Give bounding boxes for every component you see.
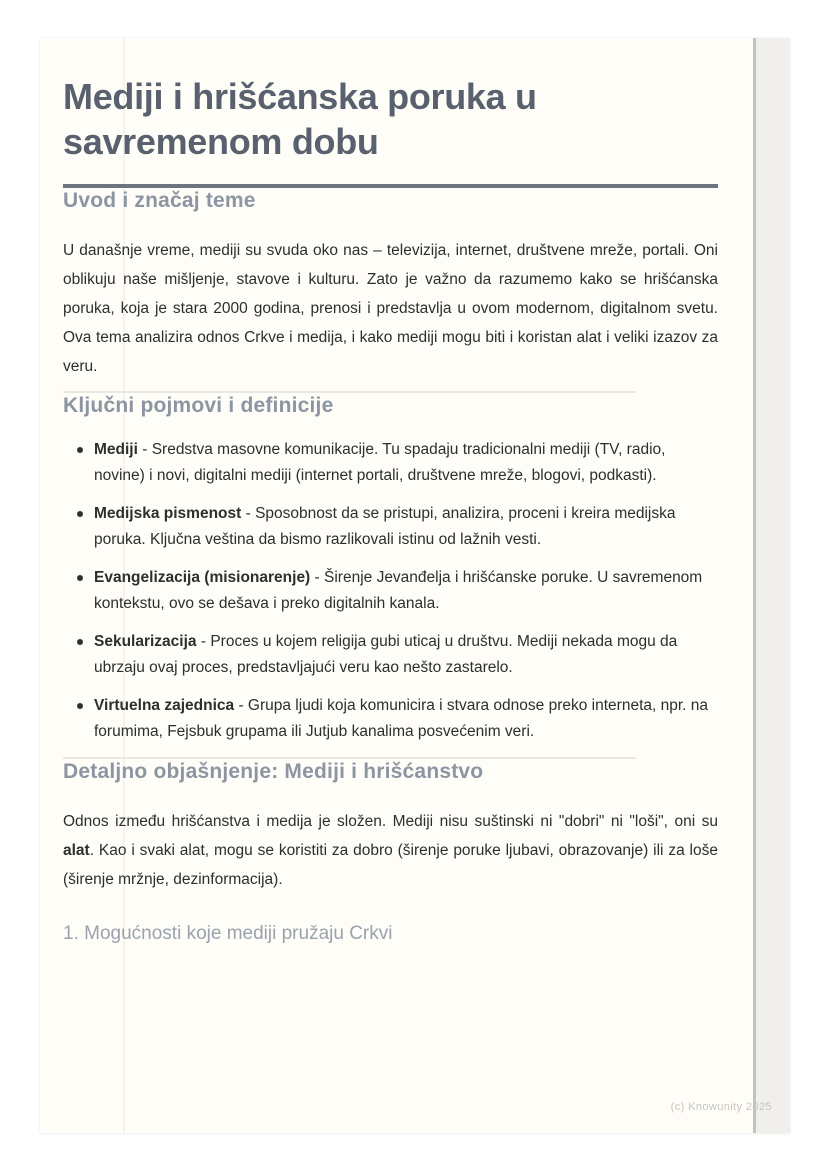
definition-item (63, 565, 718, 617)
definition-term: Virtuelna zajednica (94, 697, 235, 714)
definition-text: - Proces u kojem religija gubi uticaj u društvu. Mediji nekada mogu da ubrzaju ovaj proces, predstavljajući veru kao nešto zastarelo. (94, 633, 678, 676)
definitions-list (63, 437, 718, 745)
definition-term: Medijska pismenost (94, 505, 242, 522)
definition-term: Evangelizacija (misionarenje) (94, 569, 311, 586)
definition-term: Mediji (94, 441, 138, 458)
document-page (40, 38, 790, 1133)
intro-paragraph: U današnje vreme, mediji su svuda oko nas – televizija, internet, društvene mreže, portali. Oni oblikuju naše mišljenje, stavove i kulturu. Zato je važno da razumemo kako se hrišćanska poruka, koja je stara 2000 godina, prenosi i predstavlja u ovom modernom, digitalnom svetu. Ova tema analizira odnos Crkve i medija, i kako mediji mogu biti i koristan alat i veliki izazov za veru. (63, 242, 718, 375)
definition-text: - Sposobnost da se pristupi, analizira, proceni i kreira medijska poruka. Ključna veština da bismo razlikovali istinu od lažnih vesti. (94, 505, 676, 548)
document-content (63, 38, 718, 946)
section-heading-pojmovi: Ključni pojmovi i definicije (63, 394, 334, 417)
definition-text: - Širenje Jevanđelja i hrišćanske poruke. U savremenom kontekstu, ovo se dešava i preko digitalnih kanala. (94, 569, 703, 612)
section-heading-detaljno: Detaljno objašnjenje: Mediji i hrišćanstvo (63, 760, 484, 783)
definition-item (63, 437, 718, 489)
definition-term: Sekularizacija (94, 633, 197, 650)
subsection-heading-mogucnosti: 1. Mogućnosti koje mediji pružaju Crkvi (63, 923, 393, 944)
definition-item (63, 693, 718, 745)
page-edge-strip (753, 38, 790, 1133)
explanation-bold-word: alat (63, 842, 90, 859)
definition-text: - Grupa ljudi koja komunicira i stvara odnose preko interneta, npr. na forumima, Fejsbuk grupama ili Jutjub kanalima posvećenim veri. (94, 697, 709, 740)
explanation-paragraph (63, 807, 718, 894)
section-heading-uvod: Uvod i značaj teme (63, 189, 256, 212)
definition-text: - Sredstva masovne komunikacije. Tu spadaju tradicionalni mediji (TV, radio, novine) i novi, digitalni mediji (internet portali, društvene mreže, blogovi, podkasti). (94, 441, 666, 484)
definition-item (63, 501, 718, 553)
explanation-text-after: . Kao i svaki alat, mogu se koristiti za dobro (širenje poruke ljubavi, obrazovanje) ili za loše (širenje mržnje, dezinformacija). (63, 842, 718, 888)
page-title: Mediji i hrišćanska poruka u savremenom dobu (63, 76, 537, 162)
explanation-text-before: Odnos između hrišćanstva i medija je složen. Mediji nisu suštinski ni "dobri" ni "loši", oni su (63, 813, 718, 830)
copyright-note: (c) Knowunity 2025 (670, 1101, 772, 1113)
definition-item (63, 629, 718, 681)
